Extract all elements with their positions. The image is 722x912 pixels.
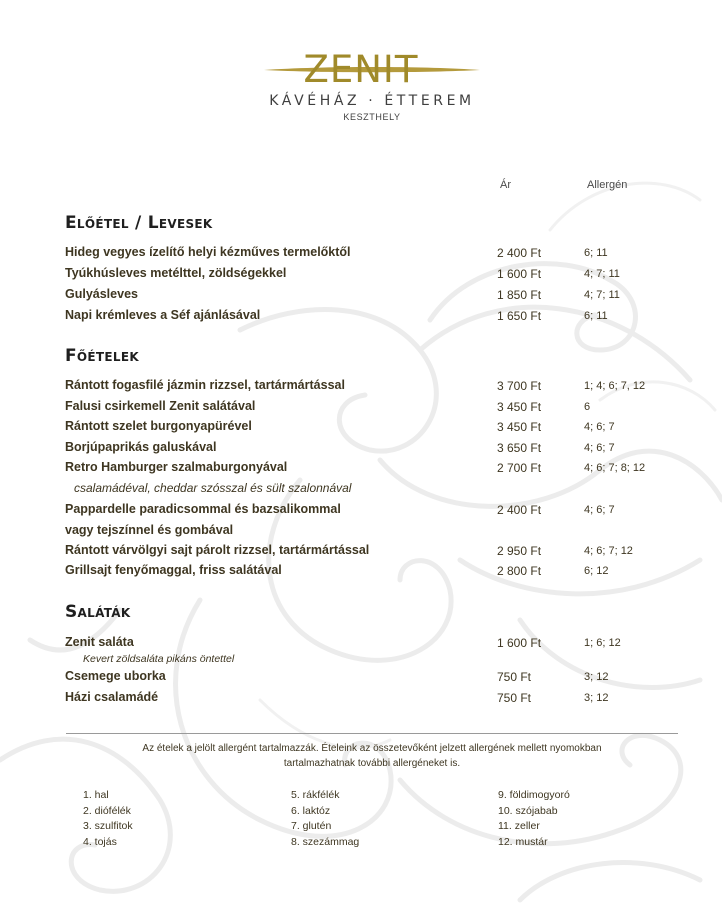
menu-item-note: csalamádéval, cheddar szósszal és sült szalonnával <box>74 481 352 495</box>
menu-item-allergen: 4; 7; 11 <box>584 289 620 301</box>
menu-item-name: Falusi csirkemell Zenit salátával <box>65 399 256 413</box>
menu-item-allergen: 4; 6; 7; 8; 12 <box>584 462 646 474</box>
allergen-legend-item: 11. zeller <box>498 820 540 833</box>
menu-item-name: Pappardelle paradicsommal és bazsalikommal <box>65 502 341 516</box>
menu-item-name: Retro Hamburger szalmaburgonyával <box>65 460 288 474</box>
menu-item-price: 2 400 Ft <box>497 246 542 260</box>
menu-item-allergen: 1; 4; 6; 7, 12 <box>584 380 646 392</box>
menu-item <box>65 635 665 653</box>
menu-item <box>65 543 665 561</box>
menu-item <box>65 399 665 417</box>
allergen-legend-column-2 <box>291 788 359 850</box>
menu-item-price: 2 700 Ft <box>497 461 542 475</box>
menu-item-name: Borjúpaprikás galuskával <box>65 440 217 454</box>
menu-item-name: Zenit saláta <box>65 635 134 649</box>
menu-item-price: 1 650 Ft <box>497 309 542 323</box>
menu-item <box>65 308 665 326</box>
allergen-legend-item: 2. diófélék <box>83 804 131 817</box>
menu-item-note: Kevert zöldsaláta pikáns öntettel <box>83 653 235 665</box>
menu-item-name: Csemege uborka <box>65 669 166 683</box>
allergen-legend-item: 6. laktóz <box>291 804 331 817</box>
menu-item-price: 3 450 Ft <box>497 400 542 414</box>
menu-item-name: Rántott várvölgyi sajt párolt rizzsel, tartármártással <box>65 543 370 557</box>
menu-item-price: 2 400 Ft <box>497 503 542 517</box>
allergen-footnote-line-2: tartalmazhatnak további allergéneket is. <box>283 758 461 769</box>
menu-item-note: vagy tejszínnel és gombával <box>65 523 234 537</box>
menu-item-name: Házi csalamádé <box>65 690 159 704</box>
allergen-column-header: Allergén <box>587 179 628 191</box>
menu-item-price: 750 Ft <box>497 670 532 684</box>
menu-item <box>65 669 665 687</box>
menu-item <box>65 266 665 284</box>
allergen-legend-item: 5. rákfélék <box>291 789 340 801</box>
menu-item-price: 750 Ft <box>497 691 532 705</box>
menu-item-name: Gulyásleves <box>65 287 138 301</box>
section-title-starters: Előétel / Levesek <box>65 213 213 233</box>
menu-item-name: Rántott fogasfilé jázmin rizzsel, tartármártással <box>65 378 345 392</box>
menu-item-price: 3 450 Ft <box>497 420 542 434</box>
menu-item-allergen: 3; 12 <box>584 692 609 704</box>
allergen-legend-item: 8. szezámmag <box>291 835 360 848</box>
allergen-legend-item: 10. szójabab <box>498 804 558 817</box>
allergen-legend-item: 1. hal <box>83 789 109 801</box>
menu-item-name: Tyúkhúsleves metélttel, zöldségekkel <box>65 266 287 280</box>
allergen-legend-item: 3. szulfitok <box>83 820 133 833</box>
menu-item-allergen: 4; 6; 7 <box>584 504 615 516</box>
menu-item-name: Napi krémleves a Séf ajánlásával <box>65 308 261 322</box>
allergen-legend-item: 9. földimogyoró <box>498 789 570 801</box>
menu-item-price: 3 650 Ft <box>497 441 542 455</box>
menu-item <box>65 502 665 520</box>
menu-item <box>65 287 665 305</box>
menu-item-allergen: 6 <box>584 401 591 413</box>
allergen-legend-column-1 <box>83 788 133 850</box>
menu-item-allergen: 4; 6; 7 <box>584 442 615 454</box>
menu-item-allergen: 1; 6; 12 <box>584 637 621 649</box>
allergen-legend-column-3 <box>498 788 570 850</box>
restaurant-logo <box>0 48 722 128</box>
allergen-legend-item: 12. mustár <box>498 835 548 848</box>
allergen-footnote-line-1: Az ételek a jelölt allergént tartalmazzák. Ételeink az összetevőként jelzett allergének mellett nyomokban <box>142 743 602 754</box>
section-title-salads: Saláták <box>65 602 131 622</box>
menu-item-price: 3 700 Ft <box>497 379 542 393</box>
menu-item <box>65 460 665 478</box>
menu-item <box>65 419 665 437</box>
menu-item-price: 2 950 Ft <box>497 544 542 558</box>
menu-item <box>65 563 665 581</box>
menu-item-allergen: 6; 12 <box>584 565 609 577</box>
menu-item-price: 1 600 Ft <box>497 636 542 650</box>
price-column-header: Ár <box>500 179 511 191</box>
footer-divider <box>66 733 678 734</box>
menu-item-allergen: 3; 12 <box>584 671 609 683</box>
menu-item-allergen: 4; 6; 7 <box>584 421 615 433</box>
menu-item-name: Grillsajt fenyőmaggal, friss salátával <box>65 563 282 577</box>
menu-item-allergen: 6; 11 <box>584 310 608 322</box>
menu-item-allergen: 6; 11 <box>584 247 608 259</box>
menu-item <box>65 245 665 263</box>
menu-item <box>65 378 665 396</box>
menu-item <box>65 440 665 458</box>
logo-wordmark: ZENIT <box>303 48 419 91</box>
allergen-legend-item: 7. glutén <box>291 820 332 833</box>
menu-item-price: 1 600 Ft <box>497 267 542 281</box>
menu-item-price: 2 800 Ft <box>497 564 542 578</box>
menu-item-name: Hideg vegyes ízelítő helyi kézműves termelőktől <box>65 245 351 259</box>
section-title-mains: Főételek <box>65 346 139 366</box>
menu-item-allergen: 4; 6; 7; 12 <box>584 545 633 557</box>
logo-city: KESZTHELY <box>343 112 401 122</box>
allergen-legend-item: 4. tojás <box>83 835 117 848</box>
menu-item-allergen: 4; 7; 11 <box>584 268 620 280</box>
logo-subtitle: KÁVÉHÁZ · ÉTTEREM <box>269 93 475 109</box>
menu-item <box>65 690 665 708</box>
menu-item-name: Rántott szelet burgonyapürével <box>65 419 252 433</box>
menu-item-price: 1 850 Ft <box>497 288 542 302</box>
